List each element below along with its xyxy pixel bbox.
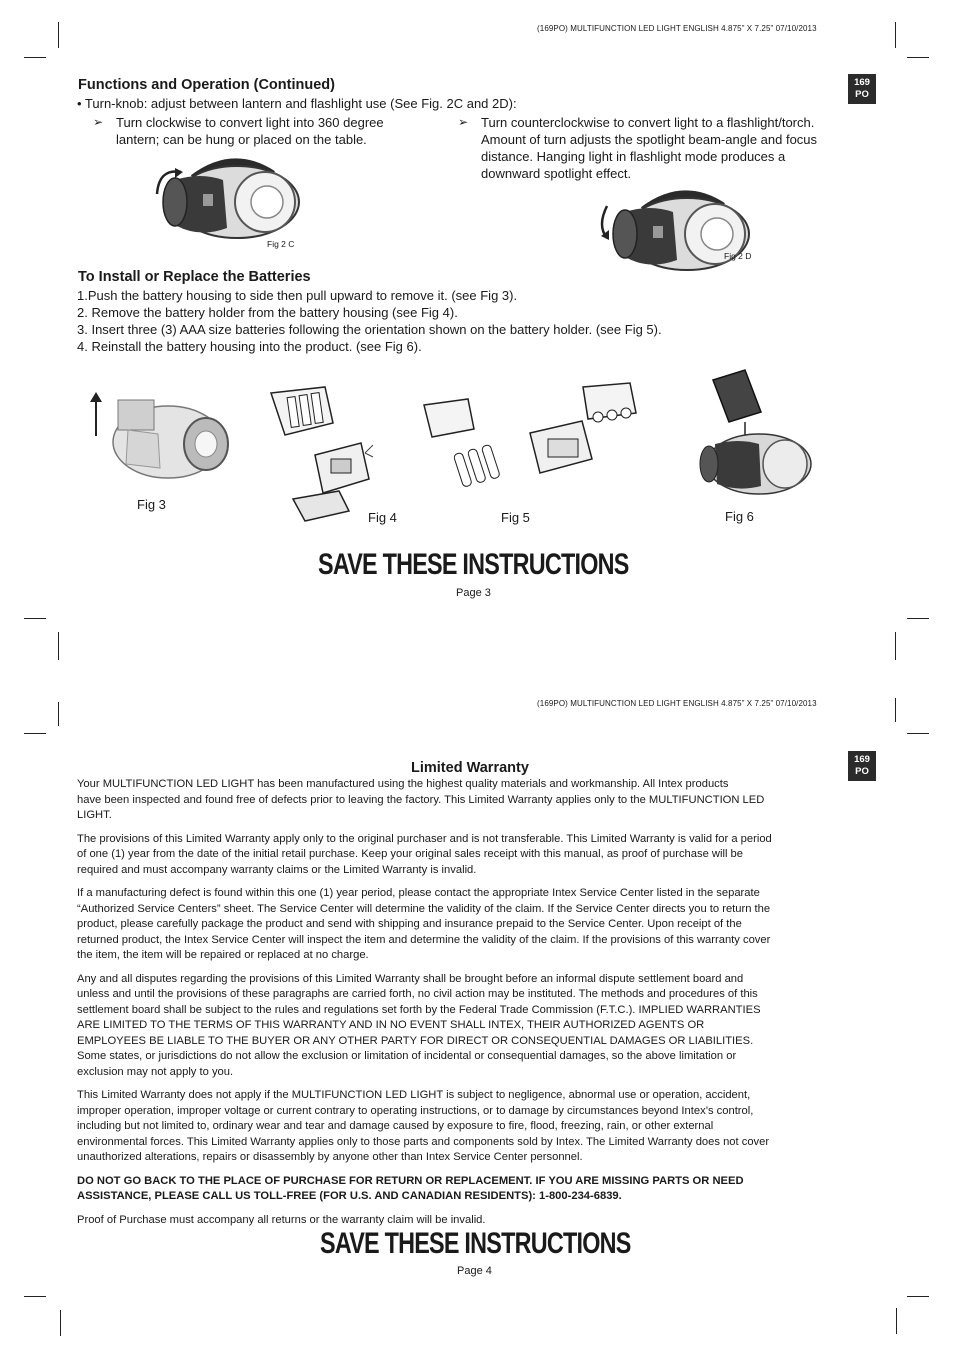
text-line: of one (1) year from the date of the initial retail purchase. Keep your original sales receipt with this manual, as proof of purchase will be (77, 848, 744, 860)
text-line: LIGHT. (77, 809, 112, 821)
badge-suffix: PO (855, 89, 869, 100)
text-line: lantern; can be hung or placed on the table. (116, 132, 367, 147)
crop-mark (896, 1308, 897, 1334)
text-line: exclusion may not apply to you. (77, 1065, 234, 1078)
text-line: the item, the item will be repaired or replaced at no charge. (77, 949, 369, 961)
crop-mark (24, 57, 46, 58)
badge-model: 169 (854, 77, 870, 88)
fig-6-label: Fig 6 (725, 509, 754, 524)
section-title: Functions and Operation (Continued) (78, 77, 335, 93)
proof-paragraph (77, 1213, 882, 1229)
text-line: EMPLOYEES BE LIABLE TO THE BUYER OR ANY OTHER PARTY FOR DIRECT OR CONSEQUENTIAL DAMAGES OR LIABILITIES. (77, 1034, 754, 1047)
text-line: Some states, or jurisdictions do not allow the exclusion or limitation of incidental or consequential damages, so the above limitation or (77, 1050, 737, 1062)
crop-mark (895, 22, 896, 48)
step-item: 2. Remove the battery holder from the battery housing (see Fig 4). (77, 305, 458, 320)
crop-mark (907, 618, 929, 619)
lamp-fig-2d-image (595, 182, 755, 277)
warranty-body (77, 777, 882, 1228)
crop-mark (58, 702, 59, 726)
text-line: Amount of turn adjusts the spotlight beam-angle and focus (481, 132, 818, 147)
save-instructions-heading: SAVE THESE INSTRUCTIONS (318, 548, 629, 581)
crop-mark (24, 733, 46, 734)
crop-mark (895, 632, 896, 660)
model-badge (848, 74, 876, 104)
badge-model: 169 (854, 754, 870, 765)
text-line: Proof of Purchase must accompany all returns or the warranty claim will be invalid. (77, 1213, 486, 1226)
clockwise-text (116, 114, 384, 148)
text-line: If a manufacturing defect is found within this one (1) year period, please contact the appropriate Intex Service Center listed in the separate (77, 887, 760, 899)
text-line: The provisions of this Limited Warranty apply only to the original purchaser and is not transferable. This Limited Warranty is valid for a period (77, 832, 772, 845)
crop-mark (907, 57, 929, 58)
notice-paragraph (77, 1174, 882, 1205)
crop-mark (907, 1296, 929, 1297)
counterclockwise-text (481, 114, 817, 182)
battery-steps (77, 287, 662, 355)
badge-suffix: PO (855, 766, 869, 777)
text-line: downward spotlight effect. (481, 166, 632, 181)
text-line: have been inspected and found free of defects prior to leaving the factory. This Limited Warranty applies only to the MULTIFUNCTION LED (77, 793, 765, 806)
step-item: 1.Push the battery housing to side then pull upward to remove it. (see Fig 3). (77, 288, 518, 303)
text-line: required and must accompany warranty claims or the Limited Warranty is invalid. (77, 863, 477, 876)
fig-2c-label: Fig 2 C (267, 239, 295, 249)
warranty-paragraph (77, 832, 882, 879)
text-line: Any and all disputes regarding the provisions of this Limited Warranty shall be brought before an informal dispute settlement board and (77, 972, 744, 985)
fig-4-image (265, 383, 390, 528)
text-line: distance. Hanging light in flashlight mode produces a (481, 149, 786, 164)
warranty-title: Limited Warranty (411, 760, 529, 776)
crop-mark (60, 1310, 61, 1336)
warranty-paragraph (77, 1088, 882, 1166)
page-header: (169PO) MULTIFUNCTION LED LIGHT ENGLISH 4.875” X 7.25” 07/10/2013 (537, 24, 817, 33)
warranty-paragraph (77, 886, 882, 964)
crop-mark (24, 1296, 46, 1297)
section-title: To Install or Replace the Batteries (78, 269, 311, 285)
page-number: Page 3 (456, 587, 491, 599)
fig-5-label: Fig 5 (501, 510, 530, 525)
crop-mark (907, 733, 929, 734)
text-line: Turn counterclockwise to convert light to a flashlight/torch. (481, 115, 815, 130)
step-item: 3. Insert three (3) AAA size batteries following the orientation shown on the battery holder. (see Fig 5). (77, 322, 662, 337)
fig-6-image (695, 368, 810, 498)
text-line: unless and until the provisions of these paragraphs are carried forth, no civil action may be instituted. The methods and procedures of this (77, 988, 758, 1000)
arrow-bullet-icon: ➢ (93, 115, 104, 129)
crop-mark (895, 698, 896, 722)
text-line: environmental forces. This Limited Warranty applies only to those parts and components sold by Intex. The Limited Warranty does not cover (77, 1135, 770, 1148)
fig-3-label: Fig 3 (137, 497, 166, 512)
text-line: “Authorized Service Centers” sheet. The Service Center will determine the validity of the claim. If the Service Center directs you to return the (77, 902, 771, 915)
text-line: product, please carefully package the product and send with shipping and insurance prepaid to the Service Center. Upon receipt of the (77, 918, 742, 930)
step-item: 4. Reinstall the battery housing into the product. (see Fig 6). (77, 339, 422, 354)
warranty-paragraph (77, 777, 882, 824)
text-line: DO NOT GO BACK TO THE PLACE OF PURCHASE FOR RETURN OR REPLACEMENT. IF YOU ARE MISSING PARTS OR NEED (77, 1174, 744, 1187)
page-header: (169PO) MULTIFUNCTION LED LIGHT ENGLISH 4.875” X 7.25” 07/10/2013 (537, 699, 817, 708)
fig-4-label: Fig 4 (368, 510, 397, 525)
text-line: ASSISTANCE, PLEASE CALL US TOLL-FREE (FOR U.S. AND CANADIAN RESIDENTS): 1-800-234-6839. (77, 1190, 622, 1202)
crop-mark (24, 618, 46, 619)
text-line: returned product, the Intex Service Center will inspect the item and determine the validity of the claim. If the provisions of this warranty cover (77, 933, 771, 946)
text-line: improper operation, improper voltage or current contrary to operating instructions, or to damage by circumstances beyond Intex’s control, (77, 1104, 754, 1117)
fig-2d-label: Fig 2 D (724, 251, 752, 261)
save-instructions-heading: SAVE THESE INSTRUCTIONS (320, 1227, 631, 1260)
crop-mark (58, 22, 59, 48)
lamp-fig-2c-image (145, 150, 305, 245)
text-line: ARE LIMITED TO THE TERMS OF THIS WARRANTY AND IN NO EVENT SHALL INTEX, THEIR AUTHORIZED AGENTS OR (77, 1019, 705, 1031)
text-line: including but not limited to, ordinary wear and tear and damage caused by exposure to fire, flood, freezing, rain, or other external (77, 1120, 714, 1132)
fig-5-image (418, 383, 643, 498)
crop-mark (58, 632, 59, 660)
text-line: settlement board shall be subject to the rules and regulations set forth by the Federal Trade Commission (F.T.C.). IMPLIED WARRANTIES (77, 1003, 761, 1016)
text-line: Your MULTIFUNCTION LED LIGHT has been manufactured using the highest quality materials and workmanship. All Intex products (77, 778, 729, 790)
fig-3-image (88, 390, 233, 485)
text-line: Turn clockwise to convert light into 360 degree (116, 115, 384, 130)
warranty-paragraph (77, 972, 882, 1081)
arrow-bullet-icon: ➢ (458, 115, 469, 129)
turn-knob-text: • Turn-knob: adjust between lantern and flashlight use (See Fig. 2C and 2D): (77, 96, 517, 111)
page-number: Page 4 (457, 1265, 492, 1277)
text-line: unauthorized alterations, repairs or disassembly by anyone other than Intex Service Center personnel. (77, 1151, 583, 1163)
text-line: This Limited Warranty does not apply if the MULTIFUNCTION LED LIGHT is subject to negligence, abnormal use or operation, accident, (77, 1089, 751, 1101)
